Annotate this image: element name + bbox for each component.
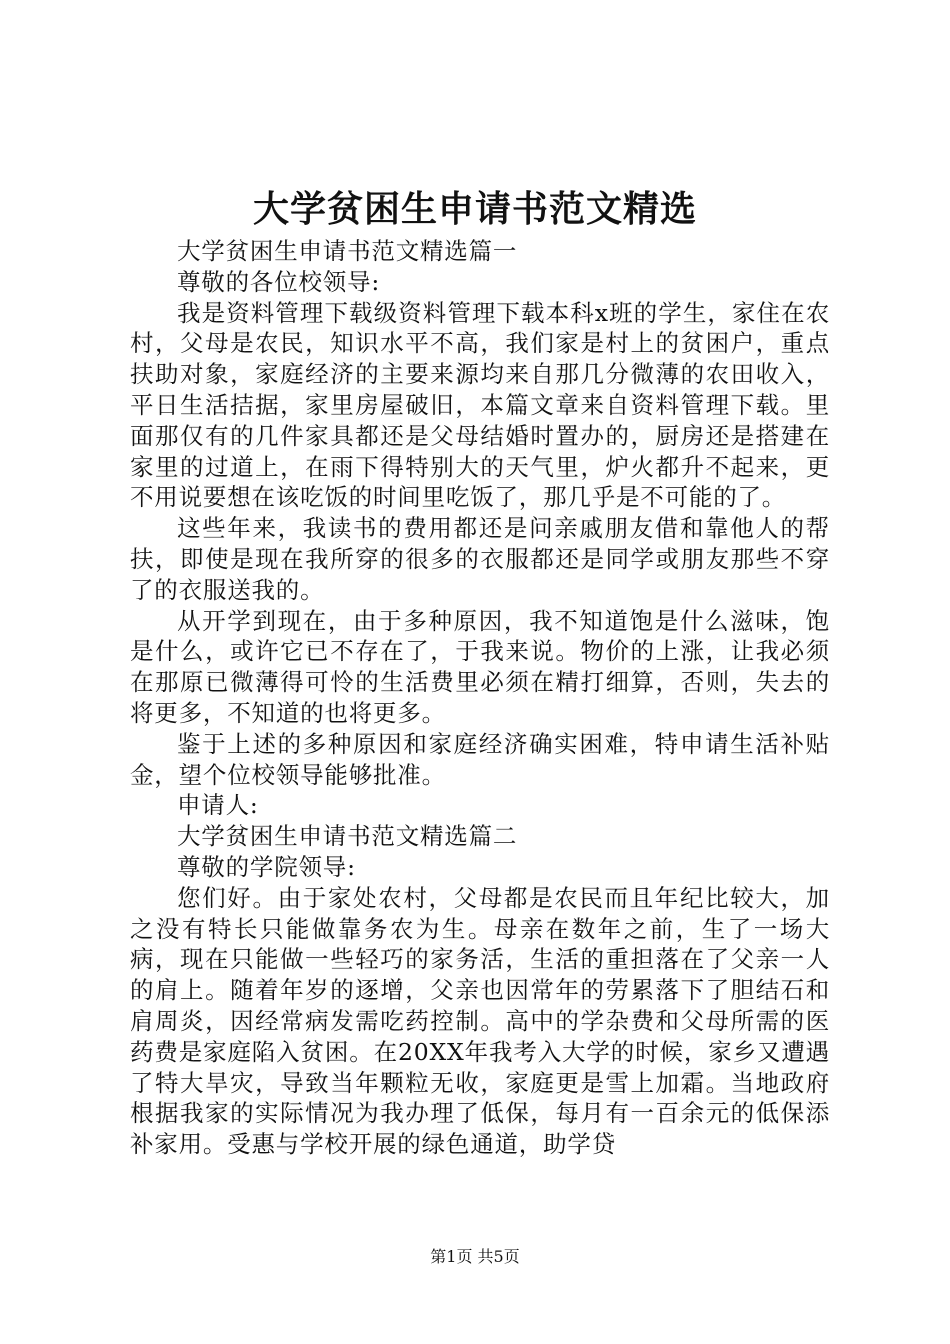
- applicant-line: 申请人:: [177, 791, 259, 820]
- body-paragraph: 您们好。由于家处农村，父母都是农民而且年纪比较大，加之没有特长只能做靠务农为生。母亲在数年之前，生了一场大病，现在只能做一些轻巧的家务活，生活的重担落在了父亲一人的肩上。随着年岁的逐增，父亲也因常年的劳累落下了胆结石和肩周炎，因经常病发需吃药控制。高中的学杂费和父母所需的医药费是家庭陷入贫困。在20XX年我考入大学的时候，家乡又遭遇了特大旱灾，导致当年颗粒无收，家庭更是雪上加霜。当地政府根据我家的实际情况为我办理了低保，每月有一百余元的低保添补家用。受惠与学校开展的绿色通道，助学贷: [130, 883, 830, 1159]
- body-paragraph: 从开学到现在，由于多种原因，我不知道饱是什么滋味，饱是什么，或许它已不存在了，于我来说。物价的上涨，让我必须在那原已微薄得可怜的生活费里必须在精打细算，否则，失去的将更多，不知道的也将更多。: [130, 606, 830, 727]
- document-body: [130, 236, 830, 1160]
- body-paragraph: 鉴于上述的多种原因和家庭经济确实困难，特申请生活补贴金，望个位校领导能够批准。: [130, 729, 830, 789]
- body-paragraph: 我是资料管理下载级资料管理下载本科x班的学生，家住在农村，父母是农民，知识水平不高，我们家是村上的贫困户，重点扶助对象，家庭经济的主要来源均来自那几分微薄的农田收入，平日生活拮据，家里房屋破旧，本篇文章来自资料管理下载。里面那仅有的几件家具都还是父母结婚时置办的，厨房还是搭建在家里的过道上，在雨下得特别大的天气里，炉火都升不起来，更不用说要想在该吃饭的时间里吃饭了，那几乎是不可能的了。: [130, 298, 830, 512]
- salutation-2: 尊敬的学院领导:: [177, 852, 356, 881]
- section-heading-1: 大学贫困生申请书范文精选篇一: [177, 237, 518, 265]
- page-number-footer: 第1页 共5页: [430, 1247, 520, 1266]
- salutation-1: 尊敬的各位校领导:: [177, 267, 381, 296]
- section-heading-2: 大学贫困生申请书范文精选篇二: [177, 822, 518, 851]
- body-paragraph: 这些年来，我读书的费用都还是问亲戚朋友借和靠他人的帮扶，即使是现在我所穿的很多的衣服都还是同学或朋友那些不穿了的衣服送我的。: [130, 514, 830, 604]
- document-title: 大学贫困生申请书范文精选: [252, 188, 697, 230]
